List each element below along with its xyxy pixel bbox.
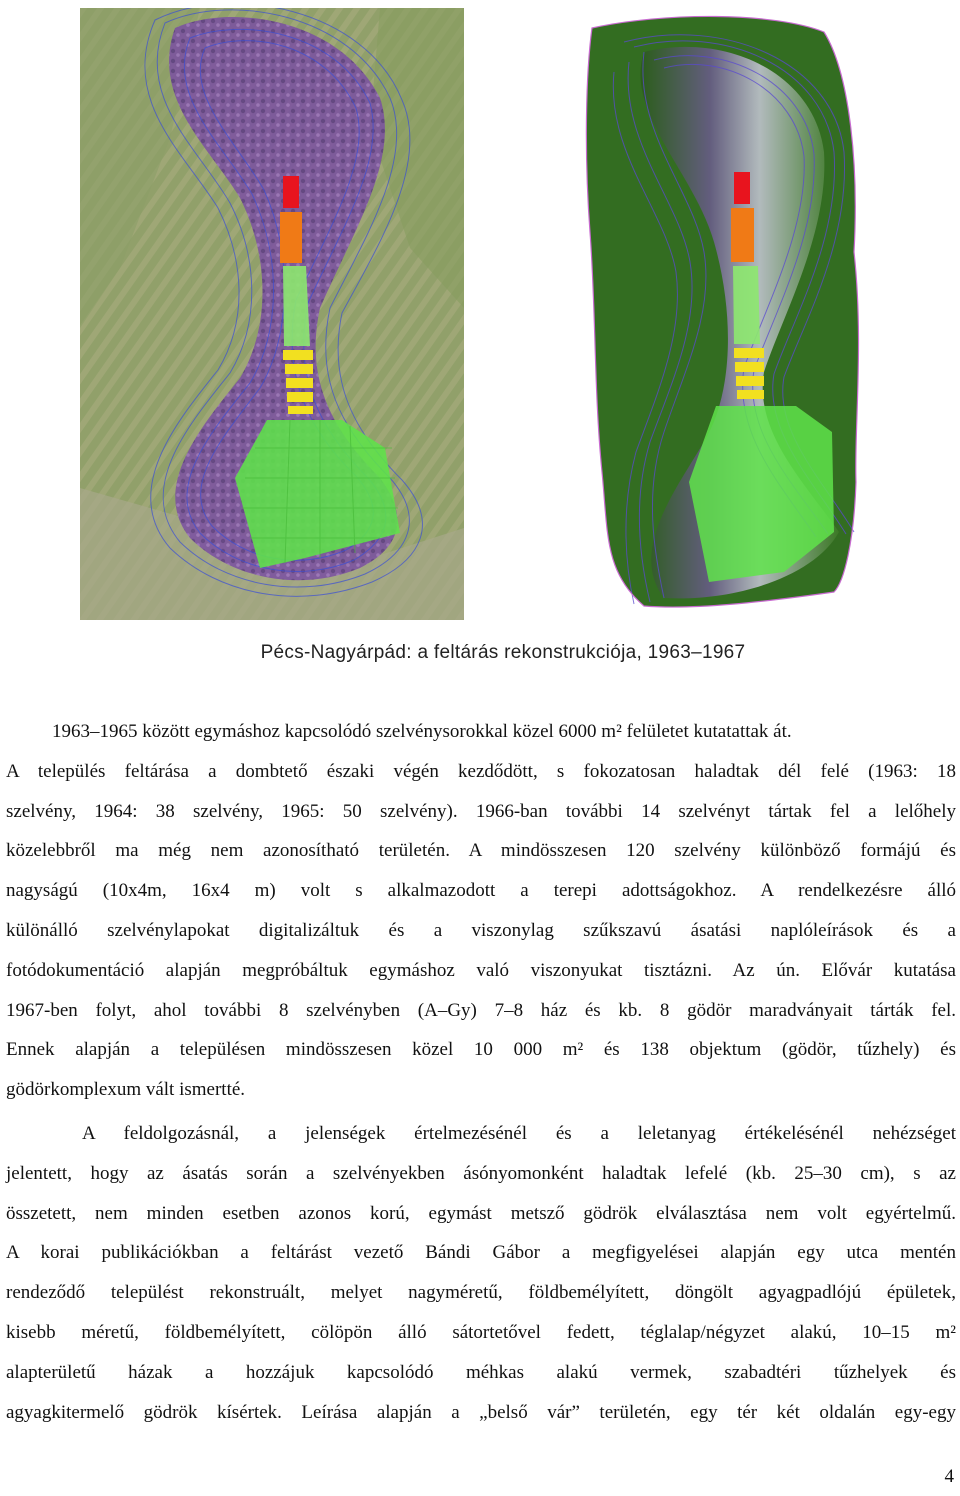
zone-light-green <box>283 266 310 346</box>
text-line: közelebbről ma még nem azonosítható területén. A mindösszesen 120 szelvény különböző formájú és <box>6 840 956 862</box>
text-line: összetett, nem minden esetben azonos korú, egymást metsző gödrök elválasztása nem volt egyértelmű. <box>6 1202 956 1224</box>
figure <box>0 0 960 622</box>
model-zone-orange <box>731 208 754 262</box>
text-line: alapterületű házak a hozzájuk kapcsolódó méhkas alakú vermek, szabadtéri tűzhelyek és <box>6 1361 956 1383</box>
text-line: 1963–1965 között egymáshoz kapcsolódó szelvénysorokkal közel 6000 m² felületet kutatattak át. <box>52 721 792 742</box>
text-line: A korai publikációkban a feltárást vezető Bándi Gábor a megfigyelései alapján egy utca mentén <box>6 1242 956 1264</box>
figure-caption: Pécs-Nagyárpád: a feltárás rekonstrukciója, 1963–1967 <box>260 642 746 663</box>
text-line: gödörkomplexum vált ismertté. <box>6 1079 246 1101</box>
text-line: fotódokumentáció alapján megpróbáltuk egymáshoz való viszonyukat tisztázni. Az ún. Elővár kutatása <box>6 959 956 981</box>
text-line: jelentett, hogy az ásatás során a szelvényekben ásónyomonként haladtak lefelé (kb. 25–30 cm), s az <box>6 1162 956 1184</box>
text-line: agyagkitermelő gödrök kísértek. Leírása alapján a „belső vár” területén, egy tér két oldalán egy-egy <box>6 1401 956 1423</box>
elevation-model-map <box>584 12 874 610</box>
text-line: A település feltárása a dombtető északi végén kezdődött, s fokozatosan haladtak dél felé (1963: 18 <box>6 760 956 782</box>
aerial-photo-map <box>80 8 464 620</box>
text-line: 1967-ben folyt, ahol további 8 szelvényben (A–Gy) 7–8 ház és kb. 8 gödör maradványait tárták fel. <box>6 999 956 1021</box>
page-number: 4 <box>944 1466 954 1487</box>
text-line: kisebb méretű, földbemélyített, cölöpön álló sátortetővel fedett, téglalap/négyzet alakú, 10–15 m² <box>6 1321 956 1343</box>
text-line: Ennek alapján a településen mindösszesen közel 10 000 m² és 138 objektum (gödör, tűzhely) és <box>6 1039 956 1061</box>
paragraph-2 <box>6 1114 956 1432</box>
paragraph-1 <box>6 712 956 1110</box>
zone-red <box>283 176 299 208</box>
aerial-map-graphic <box>80 8 464 620</box>
model-zone-red <box>734 172 750 204</box>
elevation-map-graphic <box>584 12 874 610</box>
text-line: szelvény, 1964: 38 szelvény, 1965: 50 szelvény). 1966-ban további 14 szelvényt tártak fel a lelőhely <box>6 800 956 822</box>
text-line: nagyságú (10x4m, 16x4 m) volt s alkalmazodott a terepi adottságokhoz. A rendelkezésre álló <box>6 880 956 902</box>
text-line: rendeződő települést rekonstruált, melyet nagyméretű, földbemélyített, döngölt agyagpadlójú épületek, <box>6 1282 956 1304</box>
model-zone-light-green <box>733 266 760 344</box>
text-line: A feldolgozásnál, a jelenségek értelmezésénél és a leletanyag értékelésénél nehézséget <box>82 1123 956 1144</box>
zone-orange <box>280 212 302 263</box>
text-line: különálló szelvénylapokat digitalizáltuk és a viszonylag szűkszavú ásatási naplóleírások és a <box>6 919 956 941</box>
